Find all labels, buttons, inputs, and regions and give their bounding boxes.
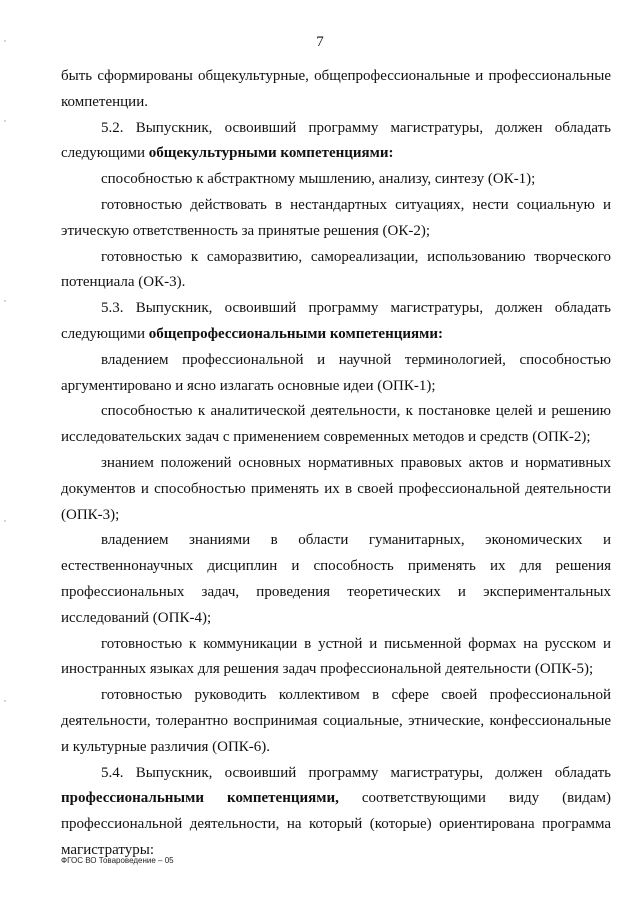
paragraph-5-3-bold: общепрофессиональными компетенциями: bbox=[148, 325, 443, 342]
competency-opk-3: знанием положений основных нормативных правовых актов и нормативных документов и способностью применять их в своей профессиональной деятельности (ОПК-3); bbox=[61, 454, 611, 523]
paragraph-5-3 bbox=[61, 296, 611, 348]
competency-opk-5: готовностью к коммуникации в устной и письменной формах на русском и иностранных языках для решения задач профессиональной деятельности (ОПК-5); bbox=[61, 635, 611, 678]
paragraph-5-4 bbox=[61, 761, 611, 864]
competency-opk-1: владением профессиональной и научной терминологией, способностью аргументировано и ясно излагать основные идеи (ОПК-1); bbox=[61, 351, 611, 394]
paragraph-5-2-text: 5.2. Выпускник, освоивший программу магистратуры, должен обладать следующими bbox=[61, 119, 611, 162]
paragraph-intro: быть сформированы общекультурные, общепрофессиональные и профессиональные компетенции. bbox=[61, 68, 611, 110]
paragraph-5-3-text: 5.3. Выпускник, освоивший программу магистратуры, должен обладать следующими bbox=[61, 300, 611, 342]
scan-dot bbox=[4, 300, 6, 302]
paragraph-5-4-text: 5.4. Выпускник, освоивший программу магистратуры, должен обладать bbox=[101, 764, 611, 781]
page-number: 7 bbox=[316, 34, 324, 50]
competency-opk-2: способностью к аналитической деятельности, к постановке целей и решению исследовательских задач с применением современных методов и средств (ОПК-2); bbox=[61, 403, 611, 446]
document-body bbox=[61, 64, 611, 864]
competency-ok-1: способностью к абстрактному мышлению, анализу, синтезу (ОК-1); bbox=[101, 171, 536, 188]
paragraph-5-2 bbox=[61, 116, 611, 168]
competency-ok-3: готовностью к саморазвитию, самореализации, использованию творческого потенциала (ОК-3). bbox=[61, 248, 611, 291]
scan-dot bbox=[4, 520, 6, 522]
scan-dot bbox=[4, 700, 6, 702]
paragraph-5-4-bold: профессиональными компетенциями, bbox=[61, 790, 339, 807]
paragraph-5-4-rest: соответствующими виду (видам) профессиональной деятельности, на который (которые) ориентирована программа магистратуры: bbox=[61, 790, 611, 858]
competency-ok-2: готовностью действовать в нестандартных ситуациях, нести социальную и этическую ответственность за принятые решения (ОК-2); bbox=[61, 196, 611, 239]
scan-dot bbox=[4, 120, 6, 122]
footer-doc-code: ФГОС ВО Товароведение – 05 bbox=[61, 856, 174, 865]
paragraph-5-2-bold: общекультурными компетенциями: bbox=[148, 145, 394, 162]
competency-opk-6: готовностью руководить коллективом в сфере своей профессиональной деятельности, толерантно воспринимая социальные, этнические, конфессиональные и культурные различия (ОПК-6). bbox=[61, 687, 611, 755]
competency-opk-4: владением знаниями в области гуманитарных, экономических и естественнонаучных дисциплин и способность применять их для решения профессиональных задач, проведения теоретических и экспериментальных исследований (ОПК-4); bbox=[61, 532, 611, 626]
